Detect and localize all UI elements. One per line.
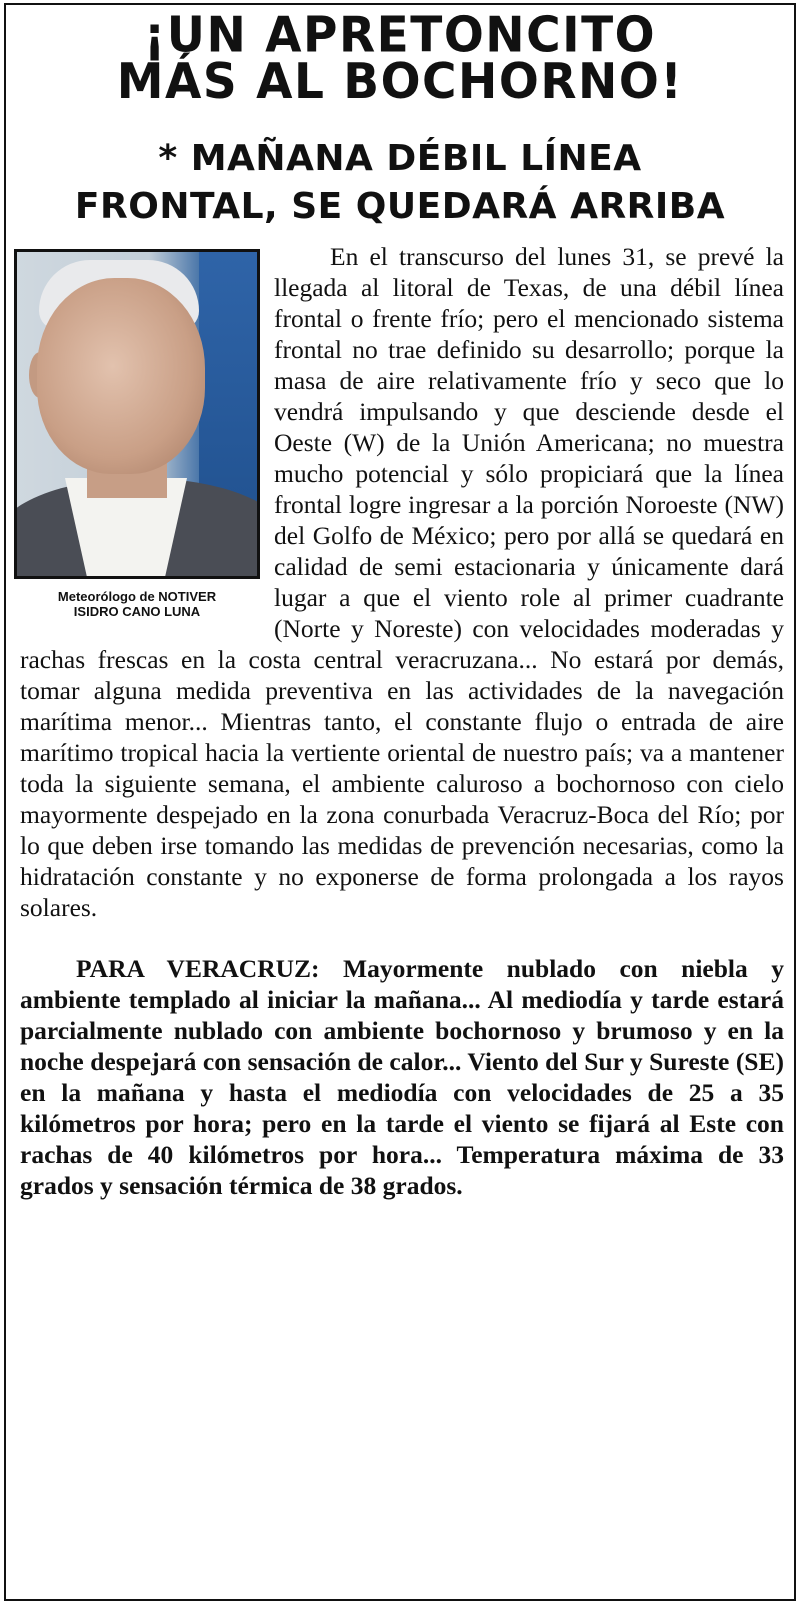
news-clipping <box>4 3 796 1601</box>
subheadline-line-2: FRONTAL, SE QUEDARÁ ARRIBA <box>74 186 726 227</box>
subheadline <box>6 135 794 231</box>
caption-line-2: ISIDRO CANO LUNA <box>73 604 201 619</box>
headline-line-1: ¡UN APRETONCITO <box>143 6 657 65</box>
article-paragraph-veracruz: PARA VERACRUZ: Mayormente nublado con niebla y ambiente templado al iniciar la mañana... Al mediodía y tarde estará parcialmente nublado con ambiente bochornoso y brumoso y en la noche despejará con sensación de calor... Viento del Sur y Sureste (SE) en la mañana y hasta el mediodía con velocidades de 25 a 35 kilómetros por hora; pero en la tarde el viento se fijará al Este con rachas de 40 kilómetros por hora... Temperatura máxima de 33 grados y sensación térmica de 38 grados. <box>20 954 784 1200</box>
caption-line-1: Meteorólogo de NOTIVER <box>57 589 217 604</box>
headline-line-2: MÁS AL BOCHORNO! <box>116 52 684 111</box>
photo-caption <box>14 589 260 619</box>
author-photo-block <box>14 249 260 619</box>
subheadline-line-1: * MAÑANA DÉBIL LÍNEA <box>158 138 642 179</box>
author-photo <box>14 249 260 579</box>
article-paragraph-1: En el transcurso del lunes 31, se prevé la llegada al litoral de Texas, de una débil línea frontal o frente frío; pero el mencionado sistema frontal no trae definido su desarrollo; porque la masa de aire relativamente frío y seco que lo vendrá impulsando y que desciende desde el Oeste (W) de la Unión Americana; no muestra mucho potencial y sólo propiciará que la línea frontal logre ingresar a la porción Noroeste (NW) del Golfo de México; pero por allá se quedará en calidad de semi estacionaria y únicamente dará lugar a que el viento role al primer cuadrante (Norte y Noreste) con velocidades moderadas y rachas frescas en la costa central veracruzana... No estará por demás, tomar alguna medida preventiva en las actividades de la navegación marítima menor... Mientras tanto, el constante flujo o entrada de aire marítimo tropical hacia la vertiente oriental de nuestro país; va a mantener toda la siguiente semana, el ambiente caluroso a bochornoso con cielo mayormente despejado en la zona conurbada Veracruz-Boca del Río; por lo que deben irse tomando las medidas de prevención necesarias, como la hidratación constante y no exponerse de forma prolongada a los rayos solares. <box>20 242 784 922</box>
headline <box>6 6 794 111</box>
